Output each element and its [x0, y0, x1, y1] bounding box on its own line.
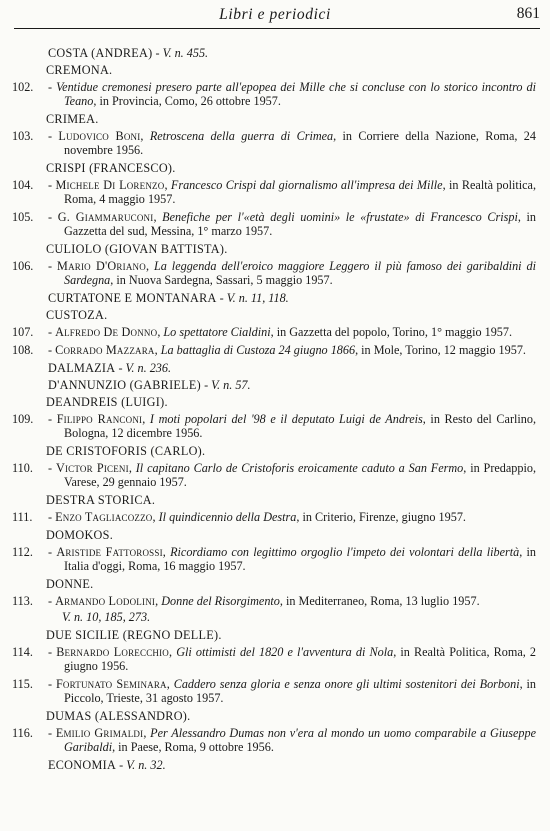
entry-publication: , in Resto del Carlino, Bologna, 12 dicembre 1956.	[64, 412, 537, 440]
entry-body	[0, 325, 550, 339]
entry-author: Filippo Ranconi	[56, 412, 143, 426]
entry-number: 106.	[12, 259, 34, 273]
entry-number: 116.	[12, 726, 33, 740]
entry-author: Bernardo Lorecchio	[56, 645, 169, 659]
author-separator: ,	[164, 178, 171, 192]
entry-author: Alfredo De Donno	[55, 325, 158, 339]
entry-title: Lo spettatore Cialdini	[163, 325, 271, 339]
entry-title: Caddero senza gloria e senza onore gli ultimi sostenitori dei Borboni	[173, 677, 520, 691]
author-separator: ,	[153, 210, 163, 224]
bibliography-list	[0, 46, 550, 775]
entry-publication: , in Nuova Sardegna, Sassari, 5 maggio 1957.	[110, 273, 333, 287]
entry-number: 108.	[12, 343, 34, 357]
bibliography-entry	[0, 412, 550, 440]
page-number: 861	[516, 5, 540, 22]
entry-body	[0, 80, 550, 108]
subject-heading	[0, 577, 550, 591]
entry-publication: , in Italia d'oggi, Roma, 16 maggio 1957.	[64, 545, 536, 573]
author-separator: ,	[145, 259, 154, 273]
entry-publication: , in Provincia, Como, 26 ottobre 1957.	[93, 94, 281, 108]
subject-heading	[0, 378, 550, 392]
subject-cross-reference: - V. n. 32.	[116, 758, 166, 772]
page-header	[0, 0, 550, 32]
entry-number: 111.	[12, 510, 33, 524]
running-title: Libri e periodici	[219, 6, 331, 23]
subject-name: CRIMEA.	[46, 112, 99, 126]
entry-number: 104.	[12, 178, 34, 192]
bibliography-entry	[0, 510, 550, 524]
subject-heading	[0, 46, 550, 60]
subject-cross-reference: - V. n. 455.	[152, 46, 209, 60]
subject-name: DESTRA STORICA.	[46, 493, 156, 507]
entry-number: 113.	[12, 594, 33, 608]
subject-name: ECONOMIA	[48, 758, 117, 772]
entry-dash: -	[48, 178, 56, 192]
entry-number: 102.	[12, 80, 34, 94]
subject-heading	[0, 628, 550, 642]
subject-name: COSTA (ANDREA)	[48, 46, 153, 60]
entry-number: 103.	[12, 129, 34, 143]
entry-dash: -	[48, 129, 59, 143]
entry-author: Aristide Fattorossi	[56, 545, 163, 559]
subject-name: DUE SICILIE (REGNO DELLE).	[46, 628, 222, 642]
entry-author: Mario D'Oriano	[57, 259, 146, 273]
subject-name: CRISPI (FRANCESCO).	[46, 161, 176, 175]
entry-publication: , in Criterio, Firenze, giugno 1957.	[296, 510, 466, 524]
entry-number: 110.	[12, 461, 33, 475]
entry-title: La leggenda dell'eroico maggiore Leggero il più famoso dei garibaldini di Sardegna	[64, 259, 536, 287]
subject-heading	[0, 112, 550, 126]
entry-dash: -	[48, 726, 56, 740]
entry-body	[0, 129, 550, 157]
author-separator: ,	[155, 594, 162, 608]
entry-publication: , in Corriere della Nazione, Roma, 24 novembre 1956.	[64, 129, 536, 157]
entry-dash: -	[48, 259, 58, 273]
bibliography-entry	[0, 178, 550, 206]
entry-author: Michele Di Lorenzo	[55, 178, 165, 192]
entry-body	[0, 726, 550, 754]
subject-heading	[0, 63, 550, 77]
entry-title: Il quindicennio della Destra	[158, 510, 297, 524]
bibliography-entry	[0, 545, 550, 573]
subject-heading	[0, 758, 550, 772]
entry-title: Ventidue cremonesi presero parte all'epopea dei Mille che si concluse con lo storico incontro di Teano	[56, 80, 537, 108]
entry-number: 109.	[12, 412, 34, 426]
bibliography-entry	[0, 677, 550, 705]
entry-dash: -	[48, 594, 56, 608]
entry-dash: -	[48, 677, 56, 691]
subject-name: DONNE.	[46, 577, 94, 591]
entry-publication: , in Realtà Politica, Roma, 2 giugno 1956.	[64, 645, 537, 673]
entry-dash: -	[48, 645, 57, 659]
entry-body	[0, 545, 550, 573]
author-separator: ,	[162, 545, 171, 559]
author-separator: ,	[142, 412, 150, 426]
entry-title: Gli ottimisti del 1820 e l'avventura di Nola	[176, 645, 394, 659]
subject-heading	[0, 395, 550, 409]
entry-body	[0, 412, 550, 440]
subject-heading	[0, 444, 550, 458]
entry-author: Armando Lodolini	[55, 594, 156, 608]
entry-body	[0, 510, 550, 524]
entry-publication: , in Piccolo, Trieste, 31 agosto 1957.	[64, 677, 536, 705]
entry-body	[0, 210, 550, 238]
entry-body	[0, 594, 550, 608]
entry-number: 112.	[12, 545, 33, 559]
entry-author: Ludovico Boni	[58, 129, 141, 143]
entry-title: I moti popolari del '98 e il deputato Luigi de Andreis	[149, 412, 423, 426]
subject-heading	[0, 709, 550, 723]
subject-heading	[0, 242, 550, 256]
entry-dash: -	[48, 412, 57, 426]
bibliography-entry	[0, 80, 550, 108]
bibliography-entry	[0, 129, 550, 157]
entry-title: Il capitano Carlo de Cristoforis eroicamente caduto a San Fermo	[135, 461, 464, 475]
entry-dash: -	[48, 210, 58, 224]
entry-body	[0, 461, 550, 489]
entry-number: 114.	[12, 645, 33, 659]
bibliography-entry	[0, 726, 550, 754]
bibliography-entry	[0, 325, 550, 339]
entry-title: Ricordiamo con legittimo orgoglio l'impeto dei volontari della libertà	[170, 545, 520, 559]
subject-heading	[0, 308, 550, 322]
author-separator: ,	[169, 645, 177, 659]
entry-title: Retroscena della guerra di Crimea	[149, 129, 334, 143]
subject-name: DE CRISTOFORIS (CARLO).	[46, 444, 206, 458]
entry-title: Francesco Crispi dal giornalismo all'impresa dei Mille	[170, 178, 443, 192]
subject-name: DOMOKOS.	[46, 528, 114, 542]
subject-heading	[0, 361, 550, 375]
entry-author: G. Giammaruconi	[57, 210, 154, 224]
entry-publication: , in Gazzetta del popolo, Torino, 1° maggio 1957.	[270, 325, 513, 339]
author-separator: ,	[152, 510, 159, 524]
entry-dash: -	[48, 343, 56, 357]
bibliography-entry	[0, 645, 550, 673]
entry-title: Per Alessandro Dumas non v'era al mondo un uomo comparabile a Giuseppe Garibaldi	[64, 726, 536, 754]
entry-dash: -	[48, 545, 57, 559]
subject-name: CREMONA.	[46, 63, 113, 77]
subject-cross-reference: - V. n. 11, 118.	[216, 291, 289, 305]
entry-publication: , in Realtà politica, Roma, 4 maggio 1957.	[64, 178, 537, 206]
header-rule	[14, 28, 540, 29]
bibliography-entry	[0, 259, 550, 287]
bibliography-entry	[0, 210, 550, 238]
subject-name: CUSTOZA.	[46, 308, 108, 322]
entry-number: 115.	[12, 677, 33, 691]
entry-body	[0, 259, 550, 287]
entry-publication: , in Mediterraneo, Roma, 13 luglio 1957.	[279, 594, 480, 608]
subject-name: CURTATONE E MONTANARA	[48, 291, 217, 305]
entry-title: La battaglia di Custoza 24 giugno 1866	[160, 343, 356, 357]
subject-name: DALMAZIA	[48, 361, 116, 375]
see-also-reference: V. n. 10, 185, 273.	[62, 610, 151, 624]
entry-title: Benefiche per l'«età degli uomini» le «frustate» di Francesco Crispi	[162, 210, 518, 224]
entry-author: Corrado Mazzara	[55, 343, 155, 357]
subject-heading	[0, 291, 550, 305]
author-separator: ,	[166, 677, 174, 691]
subject-heading	[0, 161, 550, 175]
subject-heading	[0, 528, 550, 542]
entry-dash: -	[48, 80, 57, 94]
entry-author: Victor Piceni	[55, 461, 129, 475]
entry-body	[0, 178, 550, 206]
entry-body	[0, 343, 550, 357]
entry-dash: -	[48, 510, 56, 524]
subject-name: DUMAS (ALESSANDRO).	[46, 709, 191, 723]
entry-dash: -	[48, 325, 56, 339]
entry-number: 107.	[12, 325, 34, 339]
entry-body	[0, 677, 550, 705]
subject-name: DEANDREIS (LUIGI).	[46, 395, 168, 409]
entry-author: Fortunato Seminara	[55, 677, 167, 691]
entry-author: Enzo Tagliacozzo	[55, 510, 153, 524]
subject-name: CULIOLO (GIOVAN BATTISTA).	[46, 242, 228, 256]
subject-cross-reference: - V. n. 57.	[201, 378, 251, 392]
subject-cross-reference: - V. n. 236.	[115, 361, 172, 375]
subject-name: D'ANNUNZIO (GABRIELE)	[48, 378, 202, 392]
entry-publication: , in Paese, Roma, 9 ottobre 1956.	[112, 740, 274, 754]
author-separator: ,	[128, 461, 136, 475]
entry-number: 105.	[12, 210, 34, 224]
bibliography-entry	[0, 461, 550, 489]
entry-body	[0, 645, 550, 673]
author-separator: ,	[154, 343, 161, 357]
entry-publication: , in Mole, Torino, 12 maggio 1957.	[355, 343, 526, 357]
author-separator: ,	[140, 129, 150, 143]
entry-publication: , in Gazzetta del sud, Messina, 1° marzo 1957.	[64, 210, 537, 238]
entry-title: Donne del Risorgimento	[161, 594, 280, 608]
entry-publication: , in Predappio, Varese, 29 gennaio 1957.	[64, 461, 537, 489]
subject-heading	[0, 493, 550, 507]
entry-dash: -	[48, 461, 56, 475]
author-separator: ,	[143, 726, 151, 740]
bibliography-entry	[0, 594, 550, 608]
bibliography-entry	[0, 343, 550, 357]
entry-author: Emilio Grimaldi	[55, 726, 144, 740]
author-separator: ,	[157, 325, 164, 339]
